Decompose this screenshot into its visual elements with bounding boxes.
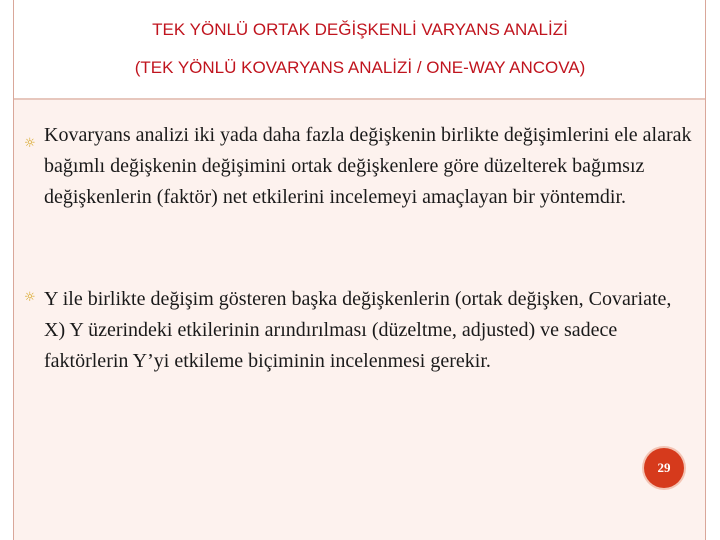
slide-title-area: [13, 0, 705, 98]
slide-title: TEK YÖNLÜ ORTAK DEĞİŞKENLİ VARYANS ANALİZİ: [152, 20, 568, 39]
bullet-paragraph-2: Y ile birlikte değişim gösteren başka değişkenlerin (ortak değişken, Covariate, X) Y üzerindeki etkilerinin arındırılması (düzeltme, adjusted) ve sadece faktörlerin Y’yi etkileme biçiminin incelenmesi gerekir.: [44, 288, 672, 372]
sun-bullet-icon: ☼: [24, 290, 36, 305]
sun-bullet-icon: ☼: [24, 136, 36, 151]
page-number-badge: 29: [644, 448, 684, 488]
title-divider: [13, 98, 705, 100]
frame-line-left: [13, 0, 14, 540]
frame-line-right: [705, 0, 706, 540]
bullet-paragraph-1: Kovaryans analizi iki yada daha fazla değişkenin birlikte değişimlerini ele alarak bağımlı değişkenin değişimini ortak değişkenlere göre düzelterek bağımsız değişkenlerin (faktör) net etkilerini incelemeyi amaçlayan bir yöntemdir.: [44, 124, 692, 208]
slide-subtitle: (TEK YÖNLÜ KOVARYANS ANALİZİ / ONE-WAY ANCOVA): [134, 58, 586, 77]
